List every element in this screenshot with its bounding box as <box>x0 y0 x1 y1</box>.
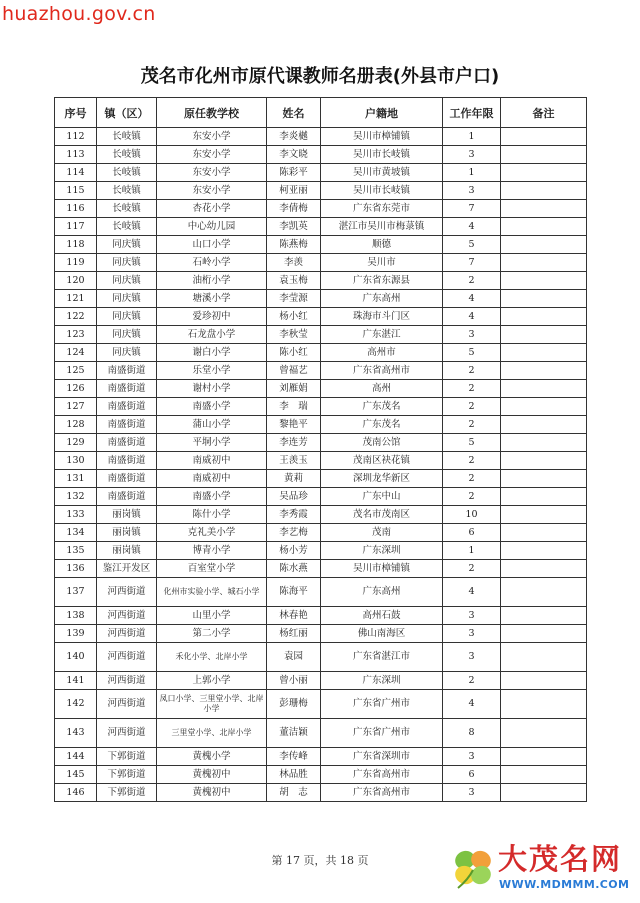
school-cell: 东安小学 <box>157 146 267 164</box>
years-cell: 3 <box>443 784 501 802</box>
hukou-cell: 广东深圳 <box>321 672 443 690</box>
years-cell: 1 <box>443 128 501 146</box>
name-cell: 黎艳平 <box>267 416 321 434</box>
name-cell: 李羡 <box>267 254 321 272</box>
name-cell: 杨红丽 <box>267 625 321 643</box>
years-cell: 3 <box>443 326 501 344</box>
town-cell: 鉴江开发区 <box>97 560 157 578</box>
town-cell: 同庆镇 <box>97 290 157 308</box>
table-row <box>55 643 587 672</box>
header-cell-school: 原任教学校 <box>157 98 267 128</box>
serial-cell: 116 <box>55 200 97 218</box>
hukou-cell: 广东高州 <box>321 578 443 607</box>
years-cell: 4 <box>443 690 501 719</box>
school-cell: 谢村小学 <box>157 380 267 398</box>
years-cell: 3 <box>443 643 501 672</box>
town-cell: 长岐镇 <box>97 218 157 236</box>
town-cell: 同庆镇 <box>97 254 157 272</box>
remarks-cell <box>501 182 587 200</box>
name-cell: 林品胜 <box>267 766 321 784</box>
header-cell-name: 姓名 <box>267 98 321 128</box>
hukou-cell: 高州 <box>321 380 443 398</box>
school-cell: 蒲山小学 <box>157 416 267 434</box>
serial-cell: 114 <box>55 164 97 182</box>
hukou-cell: 茂南 <box>321 524 443 542</box>
hukou-cell: 广东省深圳市 <box>321 748 443 766</box>
hukou-cell: 吴川市樟铺镇 <box>321 560 443 578</box>
town-cell: 南盛街道 <box>97 362 157 380</box>
years-cell: 2 <box>443 416 501 434</box>
school-cell: 东安小学 <box>157 182 267 200</box>
school-cell: 禾化小学、北岸小学 <box>157 643 267 672</box>
hukou-cell: 高州石鼓 <box>321 607 443 625</box>
town-cell: 长岐镇 <box>97 164 157 182</box>
serial-cell: 118 <box>55 236 97 254</box>
remarks-cell <box>501 164 587 182</box>
school-cell: 石岭小学 <box>157 254 267 272</box>
hukou-cell: 顺德 <box>321 236 443 254</box>
header-cell-remarks: 备注 <box>501 98 587 128</box>
years-cell: 8 <box>443 719 501 748</box>
years-cell: 1 <box>443 542 501 560</box>
name-cell: 杨小芳 <box>267 542 321 560</box>
table-row <box>55 128 587 146</box>
name-cell: 袁玉梅 <box>267 272 321 290</box>
name-cell: 李艺梅 <box>267 524 321 542</box>
hukou-cell: 吴川市黄坡镇 <box>321 164 443 182</box>
header-cell-hukou: 户籍地 <box>321 98 443 128</box>
hukou-cell: 吴川市樟铺镇 <box>321 128 443 146</box>
serial-cell: 119 <box>55 254 97 272</box>
table-row <box>55 380 587 398</box>
school-cell: 乐堂小学 <box>157 362 267 380</box>
remarks-cell <box>501 470 587 488</box>
table-row <box>55 524 587 542</box>
remarks-cell <box>501 272 587 290</box>
name-cell: 李秀霞 <box>267 506 321 524</box>
hukou-cell: 广东湛江 <box>321 326 443 344</box>
table-row <box>55 766 587 784</box>
remarks-cell <box>501 524 587 542</box>
town-cell: 长岐镇 <box>97 128 157 146</box>
header-cell-serial: 序号 <box>55 98 97 128</box>
remarks-cell <box>501 784 587 802</box>
table-row <box>55 690 587 719</box>
serial-cell: 133 <box>55 506 97 524</box>
name-cell: 柯亚丽 <box>267 182 321 200</box>
years-cell: 3 <box>443 182 501 200</box>
town-cell: 长岐镇 <box>97 146 157 164</box>
hukou-cell: 广东茂名 <box>321 416 443 434</box>
hukou-cell: 佛山南海区 <box>321 625 443 643</box>
remarks-cell <box>501 748 587 766</box>
remarks-cell <box>501 146 587 164</box>
serial-cell: 140 <box>55 643 97 672</box>
town-cell: 河西街道 <box>97 672 157 690</box>
remarks-cell <box>501 218 587 236</box>
school-cell: 南盛小学 <box>157 398 267 416</box>
hukou-cell: 广东省湛江市 <box>321 643 443 672</box>
town-cell: 南盛街道 <box>97 452 157 470</box>
hukou-cell: 茂南区袂花镇 <box>321 452 443 470</box>
logo-wordmark: 大茂名网 <box>498 842 623 876</box>
town-cell: 南盛街道 <box>97 488 157 506</box>
remarks-cell <box>501 254 587 272</box>
serial-cell: 124 <box>55 344 97 362</box>
hukou-cell: 珠海市斗门区 <box>321 308 443 326</box>
serial-cell: 123 <box>55 326 97 344</box>
years-cell: 5 <box>443 434 501 452</box>
name-cell: 李倩梅 <box>267 200 321 218</box>
school-cell: 黄槐初中 <box>157 766 267 784</box>
school-cell: 化州市实验小学、城石小学 <box>157 578 267 607</box>
school-cell: 爱珍初中 <box>157 308 267 326</box>
school-cell: 三里堂小学、北岸小学 <box>157 719 267 748</box>
table-row <box>55 146 587 164</box>
table-body <box>55 128 587 802</box>
table-row <box>55 272 587 290</box>
name-cell: 李凯英 <box>267 218 321 236</box>
name-cell: 陈海平 <box>267 578 321 607</box>
remarks-cell <box>501 542 587 560</box>
site-watermark: huazhou.gov.cn <box>2 3 156 25</box>
table-row <box>55 578 587 607</box>
name-cell: 黄莉 <box>267 470 321 488</box>
header-cell-years: 工作年限 <box>443 98 501 128</box>
table-row <box>55 470 587 488</box>
table-header-row <box>55 98 587 128</box>
serial-cell: 134 <box>55 524 97 542</box>
town-cell: 长岐镇 <box>97 182 157 200</box>
school-cell: 谢白小学 <box>157 344 267 362</box>
hukou-cell: 广东省高州市 <box>321 766 443 784</box>
table-row <box>55 488 587 506</box>
hukou-cell: 广东中山 <box>321 488 443 506</box>
school-cell: 陈什小学 <box>157 506 267 524</box>
hukou-cell: 广东省高州市 <box>321 784 443 802</box>
name-cell: 彭珊梅 <box>267 690 321 719</box>
page-number: 第 17 页，共 18 页 <box>271 854 369 867</box>
remarks-cell <box>501 452 587 470</box>
serial-cell: 145 <box>55 766 97 784</box>
name-cell: 董洁颖 <box>267 719 321 748</box>
town-cell: 南盛街道 <box>97 398 157 416</box>
table-row <box>55 200 587 218</box>
name-cell: 李秋莹 <box>267 326 321 344</box>
serial-cell: 132 <box>55 488 97 506</box>
table-row <box>55 607 587 625</box>
remarks-cell <box>501 672 587 690</box>
table-row <box>55 362 587 380</box>
town-cell: 丽岗镇 <box>97 506 157 524</box>
name-cell: 曾福艺 <box>267 362 321 380</box>
town-cell: 同庆镇 <box>97 272 157 290</box>
serial-cell: 143 <box>55 719 97 748</box>
town-cell: 河西街道 <box>97 690 157 719</box>
years-cell: 6 <box>443 766 501 784</box>
remarks-cell <box>501 625 587 643</box>
remarks-cell <box>501 380 587 398</box>
school-cell: 百室堂小学 <box>157 560 267 578</box>
remarks-cell <box>501 416 587 434</box>
town-cell: 南盛街道 <box>97 434 157 452</box>
years-cell: 3 <box>443 625 501 643</box>
years-cell: 4 <box>443 218 501 236</box>
remarks-cell <box>501 434 587 452</box>
school-cell: 山口小学 <box>157 236 267 254</box>
years-cell: 1 <box>443 164 501 182</box>
town-cell: 下郭街道 <box>97 784 157 802</box>
years-cell: 3 <box>443 748 501 766</box>
town-cell: 同庆镇 <box>97 308 157 326</box>
table-row <box>55 542 587 560</box>
serial-cell: 120 <box>55 272 97 290</box>
serial-cell: 130 <box>55 452 97 470</box>
serial-cell: 142 <box>55 690 97 719</box>
name-cell: 李传峰 <box>267 748 321 766</box>
remarks-cell <box>501 578 587 607</box>
table-row <box>55 672 587 690</box>
name-cell: 王羡玉 <box>267 452 321 470</box>
town-cell: 同庆镇 <box>97 326 157 344</box>
town-cell: 丽岗镇 <box>97 524 157 542</box>
school-cell: 凤口小学、三里堂小学、北岸小学 <box>157 690 267 719</box>
years-cell: 2 <box>443 470 501 488</box>
remarks-cell <box>501 398 587 416</box>
serial-cell: 131 <box>55 470 97 488</box>
years-cell: 5 <box>443 236 501 254</box>
table-row <box>55 625 587 643</box>
hukou-cell: 深圳龙华新区 <box>321 470 443 488</box>
hukou-cell: 茂名市茂南区 <box>321 506 443 524</box>
town-cell: 河西街道 <box>97 607 157 625</box>
name-cell: 陈小红 <box>267 344 321 362</box>
hukou-cell: 吴川市 <box>321 254 443 272</box>
serial-cell: 115 <box>55 182 97 200</box>
serial-cell: 144 <box>55 748 97 766</box>
school-cell: 博青小学 <box>157 542 267 560</box>
hukou-cell: 广东省东莞市 <box>321 200 443 218</box>
name-cell: 李炎樾 <box>267 128 321 146</box>
town-cell: 下郭街道 <box>97 748 157 766</box>
years-cell: 5 <box>443 344 501 362</box>
name-cell: 胡 志 <box>267 784 321 802</box>
serial-cell: 122 <box>55 308 97 326</box>
years-cell: 2 <box>443 362 501 380</box>
remarks-cell <box>501 488 587 506</box>
years-cell: 2 <box>443 272 501 290</box>
table-row <box>55 784 587 802</box>
town-cell: 河西街道 <box>97 643 157 672</box>
table-row <box>55 398 587 416</box>
name-cell: 袁园 <box>267 643 321 672</box>
hukou-cell: 广东省广州市 <box>321 719 443 748</box>
serial-cell: 139 <box>55 625 97 643</box>
table-row <box>55 560 587 578</box>
school-cell: 油桁小学 <box>157 272 267 290</box>
town-cell: 南盛街道 <box>97 416 157 434</box>
table-row <box>55 236 587 254</box>
years-cell: 4 <box>443 308 501 326</box>
hukou-cell: 湛江市吴川市梅菉镇 <box>321 218 443 236</box>
name-cell: 陈彩平 <box>267 164 321 182</box>
serial-cell: 117 <box>55 218 97 236</box>
name-cell: 李 瑞 <box>267 398 321 416</box>
remarks-cell <box>501 643 587 672</box>
town-cell: 丽岗镇 <box>97 542 157 560</box>
years-cell: 7 <box>443 200 501 218</box>
name-cell: 刘雁娟 <box>267 380 321 398</box>
years-cell: 2 <box>443 452 501 470</box>
remarks-cell <box>501 326 587 344</box>
town-cell: 长岐镇 <box>97 200 157 218</box>
hukou-cell: 广东高州 <box>321 290 443 308</box>
serial-cell: 135 <box>55 542 97 560</box>
serial-cell: 125 <box>55 362 97 380</box>
table-row <box>55 344 587 362</box>
hukou-cell: 广东省广州市 <box>321 690 443 719</box>
serial-cell: 129 <box>55 434 97 452</box>
school-cell: 南盛小学 <box>157 488 267 506</box>
school-cell: 平垌小学 <box>157 434 267 452</box>
name-cell: 陈燕梅 <box>267 236 321 254</box>
remarks-cell <box>501 607 587 625</box>
school-cell: 第二小学 <box>157 625 267 643</box>
remarks-cell <box>501 690 587 719</box>
years-cell: 6 <box>443 524 501 542</box>
remarks-cell <box>501 290 587 308</box>
school-cell: 中心幼儿园 <box>157 218 267 236</box>
serial-cell: 128 <box>55 416 97 434</box>
town-cell: 河西街道 <box>97 719 157 748</box>
name-cell: 曾小丽 <box>267 672 321 690</box>
serial-cell: 112 <box>55 128 97 146</box>
clover-leaf-icon <box>452 846 494 890</box>
table-row <box>55 254 587 272</box>
hukou-cell: 广东茂名 <box>321 398 443 416</box>
name-cell: 李文晓 <box>267 146 321 164</box>
school-cell: 上郭小学 <box>157 672 267 690</box>
hukou-cell: 广东省东源县 <box>321 272 443 290</box>
hukou-cell: 广东深圳 <box>321 542 443 560</box>
table-row <box>55 506 587 524</box>
table-row <box>55 452 587 470</box>
years-cell: 3 <box>443 146 501 164</box>
remarks-cell <box>501 506 587 524</box>
document-title: 茂名市化州市原代课教师名册表(外县市户口) <box>140 66 500 87</box>
serial-cell: 136 <box>55 560 97 578</box>
site-logo <box>452 842 636 900</box>
remarks-cell <box>501 362 587 380</box>
school-cell: 南威初中 <box>157 452 267 470</box>
serial-cell: 127 <box>55 398 97 416</box>
hukou-cell: 广东省高州市 <box>321 362 443 380</box>
remarks-cell <box>501 560 587 578</box>
remarks-cell <box>501 344 587 362</box>
table-row <box>55 748 587 766</box>
table-row <box>55 290 587 308</box>
remarks-cell <box>501 766 587 784</box>
school-cell: 山里小学 <box>157 607 267 625</box>
table-row <box>55 164 587 182</box>
serial-cell: 137 <box>55 578 97 607</box>
school-cell: 石龙盘小学 <box>157 326 267 344</box>
table-row <box>55 326 587 344</box>
school-cell: 黄槐小学 <box>157 748 267 766</box>
school-cell: 黄槐初中 <box>157 784 267 802</box>
name-cell: 李莹源 <box>267 290 321 308</box>
serial-cell: 126 <box>55 380 97 398</box>
table-row <box>55 182 587 200</box>
remarks-cell <box>501 308 587 326</box>
table-row <box>55 719 587 748</box>
serial-cell: 141 <box>55 672 97 690</box>
years-cell: 7 <box>443 254 501 272</box>
town-cell: 下郭街道 <box>97 766 157 784</box>
years-cell: 10 <box>443 506 501 524</box>
school-cell: 东安小学 <box>157 164 267 182</box>
header-cell-town: 镇（区） <box>97 98 157 128</box>
teacher-roster-table <box>54 97 587 802</box>
school-cell: 塘溪小学 <box>157 290 267 308</box>
years-cell: 2 <box>443 398 501 416</box>
remarks-cell <box>501 128 587 146</box>
name-cell: 李连芳 <box>267 434 321 452</box>
school-cell: 克礼美小学 <box>157 524 267 542</box>
remarks-cell <box>501 236 587 254</box>
serial-cell: 138 <box>55 607 97 625</box>
town-cell: 南盛街道 <box>97 470 157 488</box>
remarks-cell <box>501 719 587 748</box>
serial-cell: 113 <box>55 146 97 164</box>
town-cell: 同庆镇 <box>97 344 157 362</box>
table-row <box>55 308 587 326</box>
years-cell: 2 <box>443 560 501 578</box>
serial-cell: 146 <box>55 784 97 802</box>
name-cell: 陈水燕 <box>267 560 321 578</box>
school-cell: 东安小学 <box>157 128 267 146</box>
years-cell: 2 <box>443 380 501 398</box>
town-cell: 同庆镇 <box>97 236 157 254</box>
hukou-cell: 吴川市长岐镇 <box>321 146 443 164</box>
school-cell: 南威初中 <box>157 470 267 488</box>
name-cell: 杨小红 <box>267 308 321 326</box>
remarks-cell <box>501 200 587 218</box>
table-row <box>55 218 587 236</box>
years-cell: 2 <box>443 488 501 506</box>
table-row <box>55 434 587 452</box>
table-row <box>55 416 587 434</box>
town-cell: 河西街道 <box>97 625 157 643</box>
school-cell: 杏花小学 <box>157 200 267 218</box>
years-cell: 4 <box>443 578 501 607</box>
serial-cell: 121 <box>55 290 97 308</box>
name-cell: 林春艳 <box>267 607 321 625</box>
years-cell: 2 <box>443 672 501 690</box>
hukou-cell: 茂南公馆 <box>321 434 443 452</box>
town-cell: 河西街道 <box>97 578 157 607</box>
logo-url: WWW.MDMMM.COM <box>499 878 630 891</box>
years-cell: 4 <box>443 290 501 308</box>
hukou-cell: 吴川市长岐镇 <box>321 182 443 200</box>
town-cell: 南盛街道 <box>97 380 157 398</box>
hukou-cell: 高州市 <box>321 344 443 362</box>
years-cell: 3 <box>443 607 501 625</box>
name-cell: 吴品珍 <box>267 488 321 506</box>
